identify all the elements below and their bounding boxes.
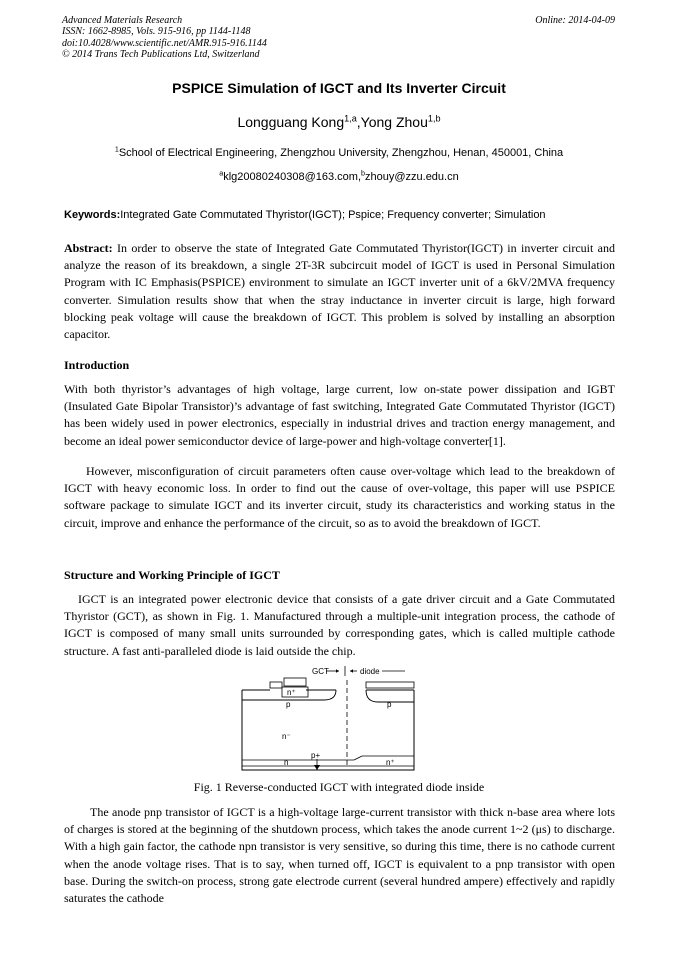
buffer-step [354, 756, 362, 760]
journal-header [62, 15, 267, 60]
figure-label-nminus: n⁻ [282, 732, 291, 741]
affiliation-text: School of Electrical Engineering, Zhengzhou University, Zhengzhou, Henan, 450001, China [118, 147, 564, 159]
figure-label-p-right: p [387, 700, 392, 709]
email-b-sup: b [361, 169, 365, 178]
paper-title: PSPICE Simulation of IGCT and Its Inverter Circuit [172, 80, 506, 96]
figure-label-pplus: p+ [311, 751, 321, 760]
abstract-text: In order to observe the state of Integrated Gate Commutated Thyristor(IGCT) in inverter circuit and analyze the reason of its breakdown, a single 2T-3R subcircuit model of IGCT is used in Personal Simulation Program with IC Emphasis(PSPICE) environment to simulate an IGCT inverter unit of a 6kV/2MVA frequency converter. Simulation results show that when the stray inductance in inverter circuit is large, high forward blocking peak voltage will cause the breakdown of IGCT. This problem is solved by installing an absorption capacitor. [64, 241, 615, 342]
author-2-affil: 1,b [427, 113, 441, 124]
figure-label-n-bottom: n [284, 758, 289, 767]
figure-label-gct: GCT [312, 667, 329, 676]
doi-line[interactable]: doi:10.4028/www.scientific.net/AMR.915-916.1144 [62, 37, 267, 49]
keywords-label: Keywords: [64, 209, 121, 221]
diode-anode-contact [366, 682, 414, 688]
email-a-sup: a [219, 169, 224, 178]
online-date: Online: 2014-04-09 [535, 15, 615, 26]
figure-label-nplus-top: n⁺ [287, 688, 296, 697]
affiliation-sup: 1 [114, 145, 119, 154]
email-b[interactable]: zhouy@zzu.edu.cn [365, 171, 459, 183]
copyright-line: © 2014 Trans Tech Publications Ltd, Switzerland [62, 48, 260, 60]
author-separator: , [356, 114, 361, 130]
abstract-label: Abstract: [64, 241, 113, 255]
abstract [64, 240, 615, 343]
email-line [0, 171, 678, 183]
affiliation [0, 147, 678, 159]
intro-paragraph-1: With both thyristor’s advantages of high voltage, large current, low on-state power dissipation and IGBT (Insulated Gate Bipolar Transistor)’s advantage of fast switching, Integrated Gate Commutated Thyristor (IGCT) has been widely used in power electronics, especially in industrial drives and traction energy management, and become an ideal power semiconductor device of large-power and high-voltage converter[1]. [64, 382, 615, 448]
keywords-text: Integrated Gate Commutated Thyristor(IGCT); Pspice; Frequency converter; Simulation [120, 209, 546, 221]
gct-arrow-head [336, 669, 339, 672]
figure-label-nplus-bottom: n⁺ [386, 758, 395, 767]
gate-contact-left [270, 682, 282, 688]
section-heading-introduction: Introduction [64, 358, 130, 372]
pplus-pointer-head [314, 765, 320, 770]
author-1-affil: 1,a [344, 113, 357, 124]
author-2: Yong Zhou [360, 114, 428, 130]
diode-arrow-head [350, 669, 353, 672]
figure-label-p-left: p [286, 700, 291, 709]
cathode-contact [284, 678, 306, 686]
structure-paragraph-1: IGCT is an integrated power electronic device that consists of a gate driver circuit and a Gate Commutated Thyristor (GCT), as shown in Fig. 1. Manufactured through a multiple-unit integration process, the cathode of IGCT is composed of many small units surrounded by corresponding gates, which is called multiple cathode structure. A fast anti-paralleled diode is laid outside the chip. [64, 592, 615, 658]
email-a[interactable]: klg20080240308@163.com, [223, 171, 362, 183]
intro-paragraph-2: However, misconfiguration of circuit parameters often cause over-voltage which lead to the breakdown of IGCT with heavy economic loss. In order to find out the cause of over-voltage, this paper will use PSPICE software package to simulate IGCT and its inverter circuit, study its characteristics and working status in the circuit, improve and enhance the performance of the circuit, so as to avoid the breakdown of IGCT. [64, 464, 615, 530]
figure-label-diode: diode [360, 667, 380, 676]
section-heading-structure: Structure and Working Principle of IGCT [64, 568, 280, 582]
figure-caption: Fig. 1 Reverse-conducted IGCT with integrated diode inside [193, 780, 485, 794]
author-1: Longguang Kong [237, 114, 345, 130]
keywords [64, 209, 624, 221]
igct-structure-figure [240, 662, 415, 776]
journal-name: Advanced Materials Research [62, 15, 183, 26]
issn-line: ISSN: 1662-8985, Vols. 915-916, pp 1144-1148 [62, 26, 251, 38]
author-line [0, 114, 678, 130]
anode-paragraph: The anode pnp transistor of IGCT is a high-voltage large-current transistor with thick n-base area where lots of charges is stored at the beginning of the shutdown process, which takes the anode current 1~2 (μs) to discharge. With a high gain factor, the cathode npn transistor is very sensitive, so during this time, there is no cathode current when the anode voltage rises. That is to say, when turned off, IGCT is equivalent to a pnp transistor with open base. During the switch-on process, strong gate electrode current (several hundred ampere) effectively and rapidly saturates the cathode [64, 805, 615, 906]
